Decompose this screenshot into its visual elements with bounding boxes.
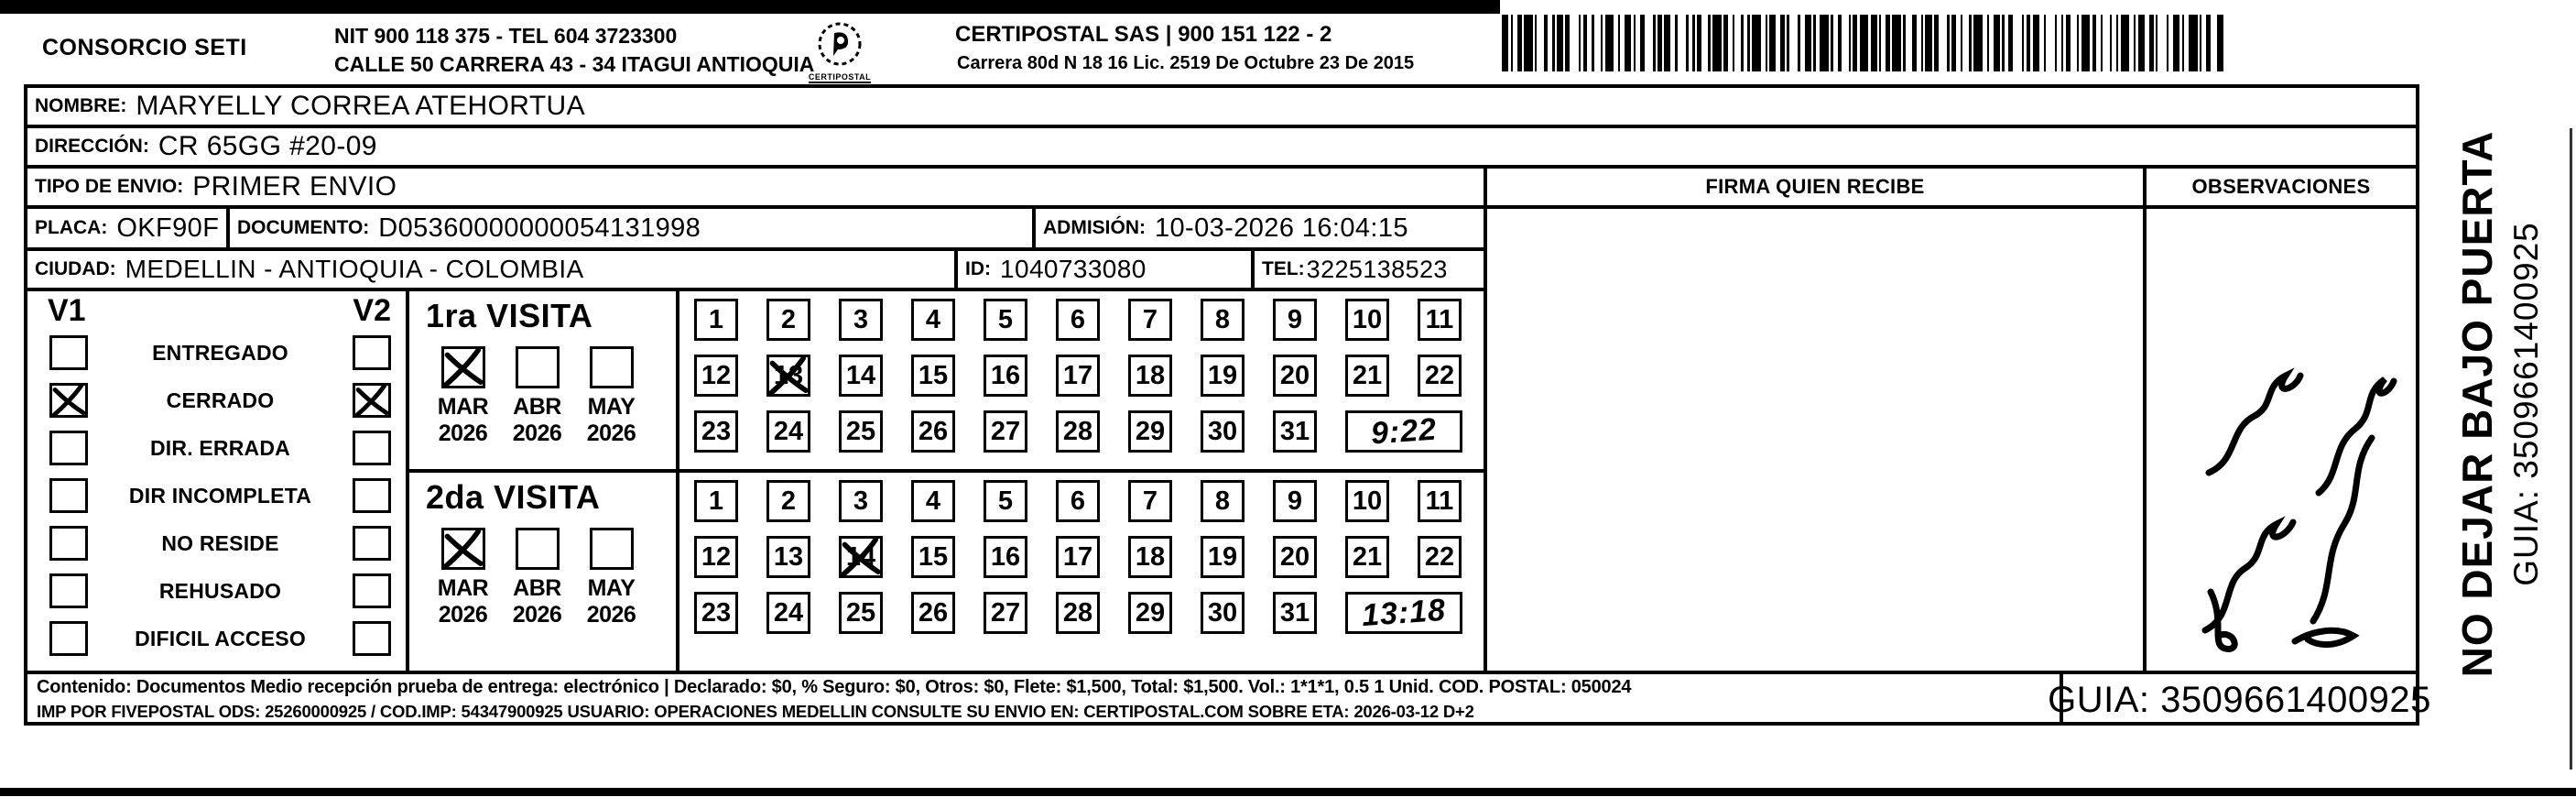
- cell-admision: [1032, 209, 1484, 251]
- day-cell[interactable]: 11: [1418, 299, 1462, 341]
- checkbox[interactable]: [516, 528, 560, 570]
- status-row: [27, 567, 406, 615]
- status-row: [27, 329, 406, 377]
- checkbox[interactable]: [49, 573, 88, 608]
- day-cell[interactable]: 1: [694, 480, 738, 522]
- v1-label: V1: [48, 293, 86, 328]
- checkbox-checked[interactable]: [441, 346, 485, 388]
- bottom-black-bar: [0, 788, 2576, 796]
- day-cell[interactable]: 21: [1345, 355, 1389, 397]
- id-label: ID:: [965, 258, 991, 279]
- year-label: 2026: [512, 420, 562, 446]
- cell-documento: [226, 209, 1032, 251]
- day-cell[interactable]: 6: [1056, 299, 1100, 341]
- company-address: CALLE 50 CARRERA 43 - 34 ITAGUI ANTIOQUIA: [334, 52, 815, 76]
- day-cell[interactable]: 24: [766, 592, 810, 634]
- month-label: ABR: [513, 394, 561, 420]
- status-row: [27, 377, 406, 424]
- side-guia-text: GUIA: 3509661400925: [2507, 222, 2545, 586]
- day-cell[interactable]: 27: [984, 592, 1027, 634]
- certipostal-logo-icon: [804, 20, 875, 81]
- cell-ciudad: [27, 251, 954, 291]
- cell-tel: [1251, 251, 1484, 291]
- day-cell[interactable]: 28: [1056, 410, 1100, 453]
- checkbox-checked[interactable]: [49, 383, 88, 418]
- company-contact: [334, 22, 814, 79]
- day-cell[interactable]: 11: [1418, 480, 1462, 522]
- day-cell[interactable]: 31: [1273, 410, 1317, 453]
- status-row: [27, 424, 406, 472]
- day-cell[interactable]: 16: [984, 536, 1027, 578]
- day-cell[interactable]: 4: [911, 299, 955, 341]
- footer-line2: IMP POR FIVEPOSTAL ODS: 25260000925 / COD.IMP: 54347900925 USUARIO: OPERACIONES MEDELLIN CONSULTE SU ENVIO EN: CERTIPOSTAL.COM SOBRE ETA: 2026-03-12 D+2: [37, 702, 1474, 721]
- nombre-value: MARYELLY CORREA ATEHORTUA: [136, 91, 586, 121]
- day-cell[interactable]: 26: [911, 410, 955, 453]
- ciudad-label: CIUDAD:: [35, 258, 116, 279]
- row-tipo-envio: [27, 169, 1484, 209]
- day-cell[interactable]: 29: [1128, 592, 1172, 634]
- tipo-envio-label: TIPO DE ENVIO:: [35, 176, 184, 197]
- day-cell[interactable]: 5: [984, 299, 1027, 341]
- checkbox[interactable]: [49, 621, 88, 656]
- month-option: [500, 528, 574, 628]
- visits-section: [409, 291, 1484, 671]
- day-cell[interactable]: 13: [766, 536, 810, 578]
- direccion-value: CR 65GG #20-09: [158, 131, 377, 161]
- day-cell[interactable]: 8: [1201, 299, 1245, 341]
- day-cell[interactable]: 6: [1056, 480, 1100, 522]
- day-cell[interactable]: 12: [694, 536, 738, 578]
- guia-number-box: GUIA: 3509661400925: [2060, 674, 2416, 726]
- checkbox[interactable]: [590, 528, 634, 570]
- day-cell[interactable]: 3: [839, 480, 883, 522]
- status-head: [27, 291, 406, 329]
- delivery-form: [24, 84, 2431, 726]
- status-row: [27, 472, 406, 519]
- checkbox[interactable]: [590, 346, 634, 388]
- month-option: [500, 346, 574, 447]
- v2-label: V2: [353, 293, 391, 328]
- time-box[interactable]: [1345, 592, 1462, 634]
- day-cell[interactable]: 1: [694, 299, 738, 341]
- day-cell[interactable]: 16: [984, 355, 1027, 397]
- visit-2-day-grid: [679, 473, 1490, 671]
- year-label: 2026: [512, 602, 562, 628]
- status-block: [27, 291, 409, 671]
- day-cell[interactable]: 23: [694, 410, 738, 453]
- status-label: DIFICIL ACCESO: [135, 626, 306, 650]
- status-row: [27, 519, 406, 567]
- day-cell[interactable]: 14: [839, 355, 883, 397]
- checkbox-checked[interactable]: [441, 528, 485, 570]
- status-label: REHUSADO: [158, 578, 282, 603]
- day-cell[interactable]: 5: [984, 480, 1027, 522]
- observaciones-area[interactable]: [2143, 209, 2416, 671]
- checkbox[interactable]: [353, 573, 391, 608]
- tipo-envio-value: PRIMER ENVIO: [192, 171, 397, 202]
- top-black-bar: [0, 0, 1500, 14]
- day-cell[interactable]: 19: [1201, 355, 1245, 397]
- visit-1-title: 1ra VISITA: [426, 297, 593, 334]
- cell-id: [954, 251, 1251, 291]
- day-cell[interactable]: 15: [911, 536, 955, 578]
- footer-line1: Contenido: Documentos Medio recepción prueba de entrega: electrónico | Declarado: $0, % Seguro: $0, Otros: $0, Flete: $1,500, Total: $1,500. Vol.: 1*1*1, 0.5 1 Unid. COD. POSTAL: 050024: [37, 677, 1632, 697]
- month-option: [426, 346, 500, 447]
- visit-2-months: [409, 473, 679, 671]
- checkbox[interactable]: [353, 526, 391, 561]
- checkbox[interactable]: [353, 621, 391, 656]
- day-cell[interactable]: 3: [839, 299, 883, 341]
- side-rotated-text: [2425, 84, 2573, 724]
- checkbox-checked[interactable]: [353, 383, 391, 418]
- day-cell[interactable]: 24: [766, 410, 810, 453]
- placa-value: OKF90F: [116, 213, 220, 243]
- day-cell[interactable]: 10: [1345, 480, 1389, 522]
- company-nit-tel: NIT 900 118 375 - TEL 604 3723300: [334, 24, 678, 48]
- checkbox[interactable]: [516, 346, 560, 388]
- status-label: NO RESIDE: [161, 530, 279, 555]
- day-cell[interactable]: 8: [1201, 480, 1245, 522]
- checkbox[interactable]: [353, 431, 391, 465]
- day-cell[interactable]: 22: [1418, 355, 1462, 397]
- day-cell[interactable]: 23: [694, 592, 738, 634]
- day-cell[interactable]: 22: [1418, 536, 1462, 578]
- month-option: [574, 528, 648, 628]
- status-row: [27, 615, 406, 662]
- no-dejar-bajo-puerta-text: NO DEJAR BAJO PUERTA: [2453, 130, 2501, 678]
- visit-1-day-grid: [679, 291, 1490, 469]
- day-cell[interactable]: 2: [766, 299, 810, 341]
- direccion-label: DIRECCIÓN:: [35, 136, 149, 157]
- day-cell[interactable]: 7: [1128, 480, 1172, 522]
- checkbox[interactable]: [49, 431, 88, 465]
- year-label: 2026: [438, 420, 488, 446]
- month-label: ABR: [513, 575, 561, 601]
- day-cell-crossed[interactable]: 13: [766, 355, 810, 397]
- day-cell[interactable]: 20: [1273, 355, 1317, 397]
- checkbox[interactable]: [49, 335, 88, 370]
- status-label: CERRADO: [166, 388, 275, 412]
- carrier-address: Carrera 80d N 18 16 Lic. 2519 De Octubre 23 De 2015: [957, 53, 1415, 73]
- day-cell[interactable]: 19: [1201, 536, 1245, 578]
- logo-caption: CERTIPOSTAL: [808, 72, 872, 82]
- month-label: MAR: [437, 394, 489, 420]
- status-label: ENTREGADO: [152, 340, 288, 365]
- day-cell[interactable]: 7: [1128, 299, 1172, 341]
- day-cell[interactable]: 17: [1056, 355, 1100, 397]
- day-cell[interactable]: 17: [1056, 536, 1100, 578]
- page-edge-line: [2570, 128, 2572, 770]
- day-cell[interactable]: 28: [1056, 592, 1100, 634]
- documento-label: DOCUMENTO:: [237, 217, 370, 238]
- id-value: 1040733080: [1000, 255, 1147, 283]
- day-cell[interactable]: 30: [1201, 410, 1245, 453]
- checkbox[interactable]: [353, 478, 391, 513]
- day-cell[interactable]: 2: [766, 480, 810, 522]
- company-name: CONSORCIO SETI: [42, 35, 247, 60]
- footer-row: [27, 671, 2431, 722]
- day-cell[interactable]: 18: [1128, 536, 1172, 578]
- day-cell[interactable]: 25: [839, 410, 883, 453]
- day-cell[interactable]: 4: [911, 480, 955, 522]
- barcode: [1502, 15, 2231, 71]
- admision-label: ADMISIÓN:: [1043, 217, 1146, 238]
- day-cell[interactable]: 9: [1273, 299, 1317, 341]
- visit-2-title: 2da VISITA: [426, 478, 601, 516]
- cell-placa: [27, 209, 226, 251]
- placa-label: PLACA:: [35, 217, 108, 238]
- month-label: MAY: [587, 394, 636, 420]
- row-nombre: [27, 88, 2416, 128]
- day-cell[interactable]: 9: [1273, 480, 1317, 522]
- day-cell[interactable]: 21: [1345, 536, 1389, 578]
- observaciones-handwriting: [2158, 227, 2405, 658]
- day-cell[interactable]: 26: [911, 592, 955, 634]
- month-label: MAY: [587, 575, 636, 601]
- visit-1-months: [409, 291, 679, 469]
- month-option: [574, 346, 648, 447]
- year-label: 2026: [586, 420, 636, 446]
- day-cell-crossed[interactable]: 14: [839, 536, 883, 578]
- day-cell[interactable]: 30: [1201, 592, 1245, 634]
- day-cell[interactable]: 18: [1128, 355, 1172, 397]
- tel-value: 3225138523: [1306, 255, 1448, 283]
- handwritten-time: 9:22: [1369, 411, 1439, 451]
- row-direccion: [27, 128, 2416, 169]
- time-box[interactable]: [1345, 410, 1462, 453]
- year-label: 2026: [438, 602, 488, 628]
- checkbox[interactable]: [353, 335, 391, 370]
- tel-label: TEL:: [1262, 258, 1305, 279]
- firma-signature-area[interactable]: [1484, 209, 2143, 671]
- day-cell[interactable]: 20: [1273, 536, 1317, 578]
- ciudad-value: MEDELLIN - ANTIOQUIA - COLOMBIA: [125, 255, 584, 283]
- status-label: DIR INCOMPLETA: [128, 483, 312, 508]
- nombre-label: NOMBRE:: [35, 95, 127, 116]
- day-cell[interactable]: 31: [1273, 592, 1317, 634]
- checkbox[interactable]: [49, 478, 88, 513]
- documento-value: D05360000000054131998: [378, 213, 701, 243]
- visit-1-section: [409, 291, 1484, 473]
- day-cell[interactable]: 15: [911, 355, 955, 397]
- day-cell[interactable]: 12: [694, 355, 738, 397]
- day-cell[interactable]: 27: [984, 410, 1027, 453]
- year-label: 2026: [586, 602, 636, 628]
- visit-2-section: [409, 473, 1484, 671]
- admision-value: 10-03-2026 16:04:15: [1155, 213, 1408, 243]
- day-cell[interactable]: 29: [1128, 410, 1172, 453]
- month-label: MAR: [437, 575, 489, 601]
- month-option: [426, 528, 500, 628]
- handwritten-time: 13:18: [1360, 592, 1448, 633]
- checkbox[interactable]: [49, 526, 88, 561]
- firma-header: FIRMA QUIEN RECIBE: [1484, 169, 2143, 209]
- status-label: DIR. ERRADA: [150, 435, 290, 460]
- day-cell[interactable]: 10: [1345, 299, 1389, 341]
- observaciones-header: OBSERVACIONES: [2143, 169, 2416, 209]
- carrier-name: CERTIPOSTAL SAS | 900 151 122 - 2: [955, 22, 1332, 47]
- day-cell[interactable]: 25: [839, 592, 883, 634]
